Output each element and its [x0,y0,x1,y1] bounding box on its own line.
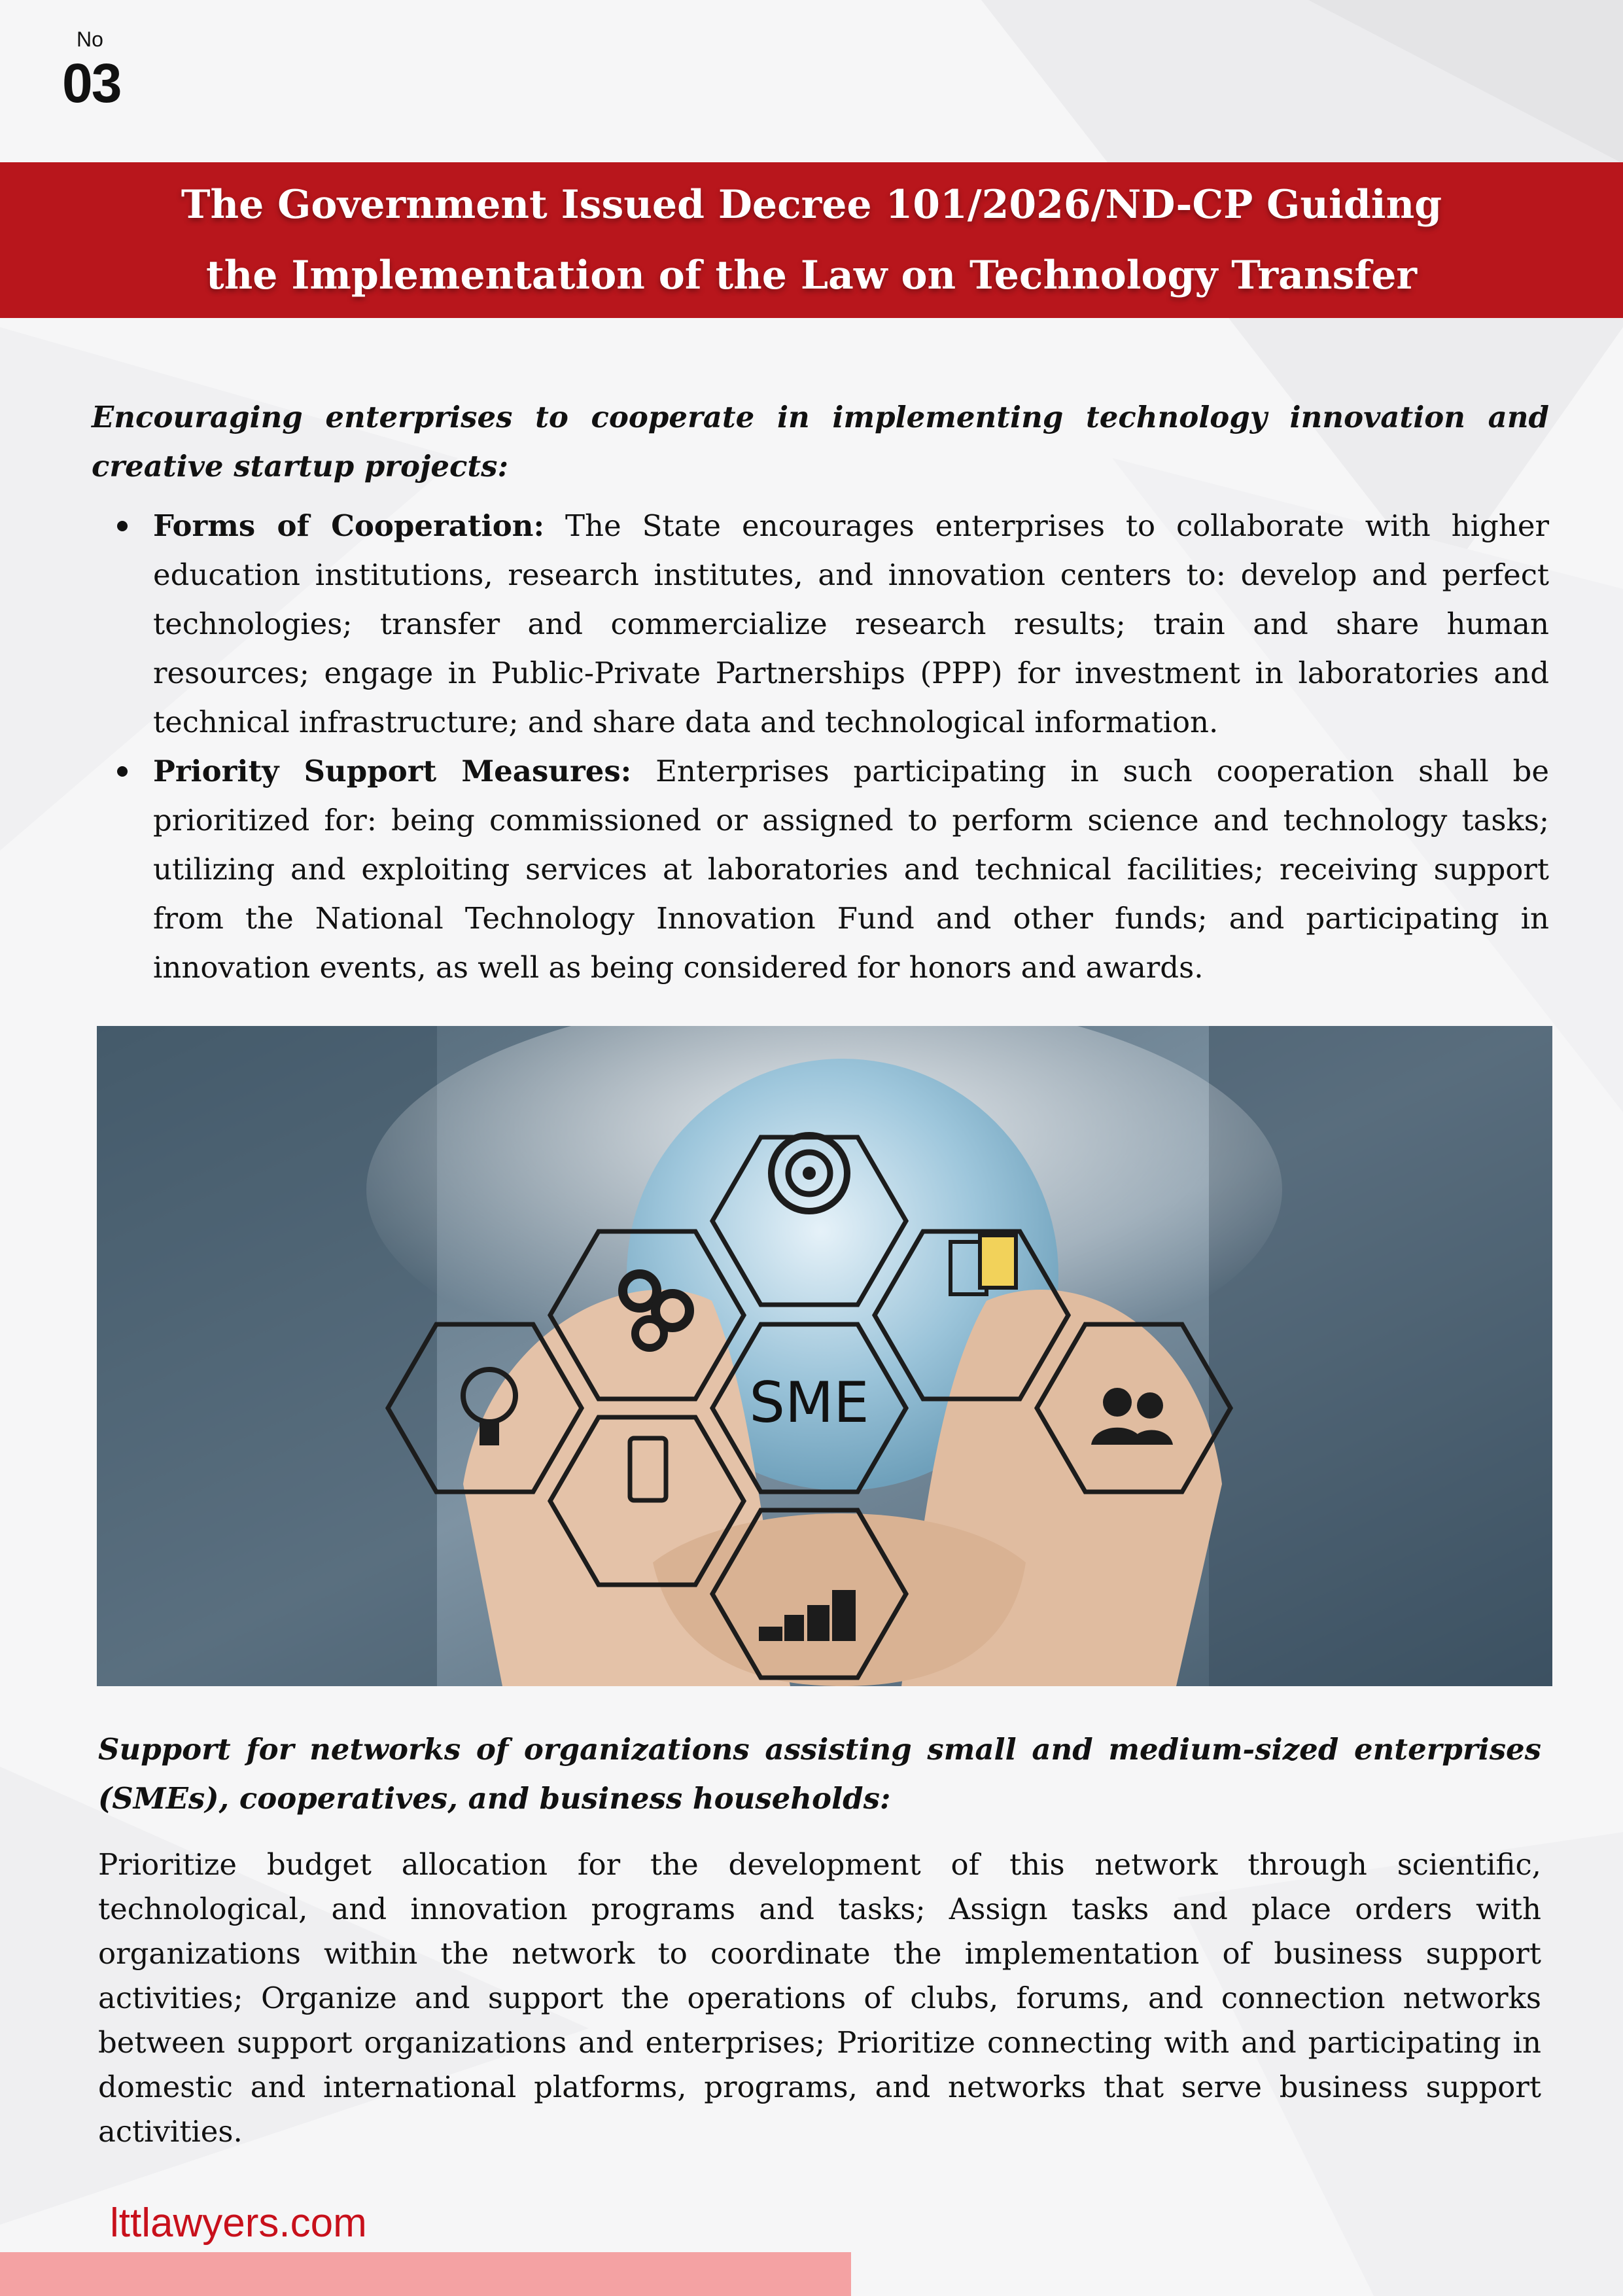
footer-accent-bar [0,2252,851,2296]
bullet-item [153,747,1549,992]
page-title: The Government Issued Decree 101/2026/ND-CP Guiding the Implementation of the Law on Technology Transfer [181,182,1442,298]
section-paragraph: Prioritize budget allocation for the development of this network through scientific, technological, and innovation programs and tasks; Assign tasks and place orders with organizations within the network to coordinate the implementation of business support activities; Organize and support the operations of clubs, forums, and connection networks between support organizations and enterprises; Prioritize connecting with and participating in domestic and international platforms, programs, and networks that serve business support activities. [98,1847,1541,2149]
hero-center-label: SME [749,1370,869,1436]
bullet-text: The State encourages enterprises to collaborate with higher education institutions, research institutes, and innovation centers to: develop and perfect technologies; transfer and commercialize research results; train and share human resources; engage in Public-Private Partnerships (PPP) for investment in laboratories and technical infrastructure; and share data and technological information. [153,508,1549,739]
bullet-item [153,501,1549,747]
bullet-text: Enterprises participating in such cooperation shall be prioritized for: being commissioned or assigned to perform science and technology tasks; utilizing and exploiting services at laboratories and technical facilities; receiving support from the National Technology Innovation Fund and other funds; and participating in innovation events, as well as being considered for honors and awards. [153,754,1549,985]
bullet-heading: Forms of Cooperation: [153,508,545,543]
section-cooperation [92,393,1549,992]
bullet-list [92,501,1549,992]
issue-number-block [62,27,121,114]
section-lead: Encouraging enterprises to cooperate in implementing technology innovation and creative startup projects: [92,400,1549,484]
title-banner [0,162,1623,318]
section-sme-support [98,1725,1541,2154]
issue-label: No [77,27,103,51]
hero-image [97,1026,1552,1686]
section-lead: Support for networks of organizations assisting small and medium-sized enterprises (SMEs), cooperatives, and business households: [98,1732,1541,1816]
bullet-heading: Priority Support Measures: [153,754,632,788]
issue-number: 03 [62,52,121,114]
footer-website-link[interactable]: lttlawyers.com [110,2200,367,2246]
